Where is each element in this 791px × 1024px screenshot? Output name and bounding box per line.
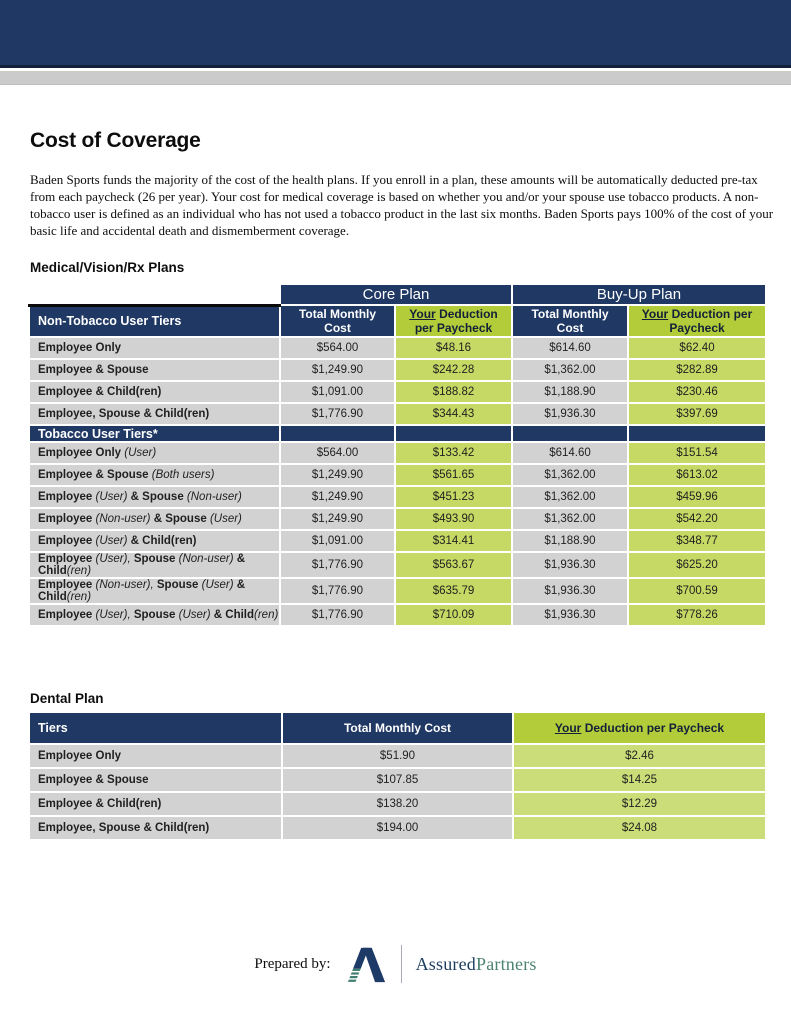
value-cell: $1,249.90 — [280, 464, 395, 486]
value-cell: $778.26 — [628, 604, 766, 626]
your-underlined: Your — [641, 307, 669, 321]
value-cell: $561.65 — [395, 464, 512, 486]
dental-section-heading: Dental Plan — [30, 691, 104, 706]
prepared-by-label: Prepared by: — [254, 955, 331, 972]
non-tobacco-tiers-header: Non-Tobacco User Tiers — [29, 305, 280, 337]
value-cell: $12.29 — [513, 792, 766, 816]
footer — [0, 938, 791, 990]
value-cell: $564.00 — [280, 442, 395, 464]
top-navy-band — [0, 0, 791, 68]
tier-cell: Employee Only — [29, 337, 280, 359]
value-cell: $1,249.90 — [280, 359, 395, 381]
value-cell: $1,362.00 — [512, 486, 628, 508]
tier-cell: Employee & Child(ren) — [29, 792, 282, 816]
value-cell: $1,936.30 — [512, 604, 628, 626]
tier-cell: Employee (User) & Child(ren) — [29, 530, 280, 552]
tier-cell: Employee & Spouse — [29, 768, 282, 792]
tobacco-section-header-row — [29, 425, 766, 442]
deduction-label: Deduction per Paycheck — [581, 721, 725, 735]
table-row — [29, 530, 766, 552]
dental-total-monthly-header: Total Monthly Cost — [282, 712, 513, 744]
medical-section-heading: Medical/Vision/Rx Plans — [30, 260, 185, 275]
value-cell: $564.00 — [280, 337, 395, 359]
value-cell: $24.08 — [513, 816, 766, 840]
your-underlined: Your — [409, 307, 436, 321]
table-row — [29, 552, 766, 578]
buyup-plan-header: Buy-Up Plan — [512, 284, 766, 305]
value-cell: $2.46 — [513, 744, 766, 768]
table-row — [29, 792, 766, 816]
top-gray-band — [0, 71, 791, 85]
tobacco-tiers-header: Tobacco User Tiers* — [29, 425, 280, 442]
logo-divider — [401, 945, 402, 983]
value-cell: $133.42 — [395, 442, 512, 464]
brand-partners: Partners — [476, 953, 537, 974]
table-row — [29, 464, 766, 486]
your-underlined: Your — [554, 721, 582, 735]
value-cell: $230.46 — [628, 381, 766, 403]
value-cell: $459.96 — [628, 486, 766, 508]
section-filler-cell — [280, 425, 395, 442]
value-cell: $344.43 — [395, 403, 512, 425]
value-cell: $1,776.90 — [280, 403, 395, 425]
table-row — [29, 604, 766, 626]
assuredpartners-logo-icon — [345, 943, 387, 985]
core-deduction-header — [395, 305, 512, 337]
table-row — [29, 768, 766, 792]
blank-corner-cell — [29, 284, 280, 305]
dental-tiers-header: Tiers — [29, 712, 282, 744]
deduction-label: Deduction per Paycheck — [668, 307, 753, 335]
value-cell: $1,362.00 — [512, 359, 628, 381]
value-cell: $107.85 — [282, 768, 513, 792]
table-row — [29, 578, 766, 604]
tier-cell: Employee & Spouse (Both users) — [29, 464, 280, 486]
value-cell: $613.02 — [628, 464, 766, 486]
value-cell: $1,188.90 — [512, 530, 628, 552]
brand-assured: Assured — [415, 953, 477, 974]
table-row — [29, 381, 766, 403]
section-filler-cell — [628, 425, 766, 442]
value-cell: $493.90 — [395, 508, 512, 530]
core-plan-header: Core Plan — [280, 284, 512, 305]
tier-cell: Employee, Spouse & Child(ren) — [29, 816, 282, 840]
tier-cell: Employee (User), Spouse (Non-user) & Child(ren) — [29, 552, 280, 578]
value-cell: $1,091.00 — [280, 381, 395, 403]
buyup-deduction-header — [628, 305, 766, 337]
value-cell: $194.00 — [282, 816, 513, 840]
value-cell: $614.60 — [512, 337, 628, 359]
value-cell: $1,936.30 — [512, 403, 628, 425]
column-header-row — [29, 305, 766, 337]
value-cell: $1,249.90 — [280, 486, 395, 508]
value-cell: $1,936.30 — [512, 578, 628, 604]
value-cell: $14.25 — [513, 768, 766, 792]
medical-plans-table — [28, 283, 767, 627]
table-row — [29, 486, 766, 508]
value-cell: $625.20 — [628, 552, 766, 578]
buyup-total-monthly-header: Total Monthly Cost — [512, 305, 628, 337]
dental-plan-table — [28, 711, 767, 841]
tier-cell: Employee (Non-user), Spouse (User) & Child(ren) — [29, 578, 280, 604]
value-cell: $314.41 — [395, 530, 512, 552]
value-cell: $242.28 — [395, 359, 512, 381]
table-row — [29, 359, 766, 381]
section-filler-cell — [512, 425, 628, 442]
tier-cell: Employee, Spouse & Child(ren) — [29, 403, 280, 425]
column-header-row — [29, 712, 766, 744]
table-row — [29, 744, 766, 768]
value-cell: $397.69 — [628, 403, 766, 425]
value-cell: $348.77 — [628, 530, 766, 552]
section-filler-cell — [395, 425, 512, 442]
value-cell: $51.90 — [282, 744, 513, 768]
deduction-label: Deduction per Paycheck — [414, 307, 498, 335]
value-cell: $1,776.90 — [280, 578, 395, 604]
table-row — [29, 337, 766, 359]
core-total-monthly-header: Total Monthly Cost — [280, 305, 395, 337]
value-cell: $1,776.90 — [280, 604, 395, 626]
value-cell: $1,249.90 — [280, 508, 395, 530]
table-row — [29, 816, 766, 840]
table-row — [29, 442, 766, 464]
tier-cell: Employee Only (User) — [29, 442, 280, 464]
tier-cell: Employee (Non-user) & Spouse (User) — [29, 508, 280, 530]
value-cell: $1,776.90 — [280, 552, 395, 578]
page-title: Cost of Coverage — [30, 129, 201, 152]
value-cell: $282.89 — [628, 359, 766, 381]
tier-cell: Employee & Child(ren) — [29, 381, 280, 403]
value-cell: $542.20 — [628, 508, 766, 530]
tier-cell: Employee & Spouse — [29, 359, 280, 381]
intro-paragraph: Baden Sports funds the majority of the cost of the health plans. If you enroll in a plan, these amounts will be automatically deducted pre-tax from each paycheck (26 per year). Your cost for medical coverage is based on whether you and/or your spouse use tobacco products. A non-tobacco user is defined as an individual who has not used a tobacco product in the last six months. Baden Sports pays 100% of the cost of your basic life and accidental death and dismemberment coverage. — [30, 172, 774, 238]
value-cell: $710.09 — [395, 604, 512, 626]
tier-cell: Employee Only — [29, 744, 282, 768]
tier-cell: Employee (User) & Spouse (Non-user) — [29, 486, 280, 508]
brand-wordmark — [416, 954, 537, 975]
table-row — [29, 403, 766, 425]
value-cell: $451.23 — [395, 486, 512, 508]
value-cell: $1,936.30 — [512, 552, 628, 578]
dental-deduction-header — [513, 712, 766, 744]
value-cell: $138.20 — [282, 792, 513, 816]
value-cell: $1,091.00 — [280, 530, 395, 552]
value-cell: $1,188.90 — [512, 381, 628, 403]
value-cell: $1,362.00 — [512, 464, 628, 486]
value-cell: $614.60 — [512, 442, 628, 464]
value-cell: $700.59 — [628, 578, 766, 604]
value-cell: $188.82 — [395, 381, 512, 403]
value-cell: $635.79 — [395, 578, 512, 604]
value-cell: $151.54 — [628, 442, 766, 464]
value-cell: $563.67 — [395, 552, 512, 578]
table-row — [29, 508, 766, 530]
tier-cell: Employee (User), Spouse (User) & Child(ren) — [29, 604, 280, 626]
value-cell: $48.16 — [395, 337, 512, 359]
value-cell: $1,362.00 — [512, 508, 628, 530]
value-cell: $62.40 — [628, 337, 766, 359]
plan-span-header-row — [29, 284, 766, 305]
